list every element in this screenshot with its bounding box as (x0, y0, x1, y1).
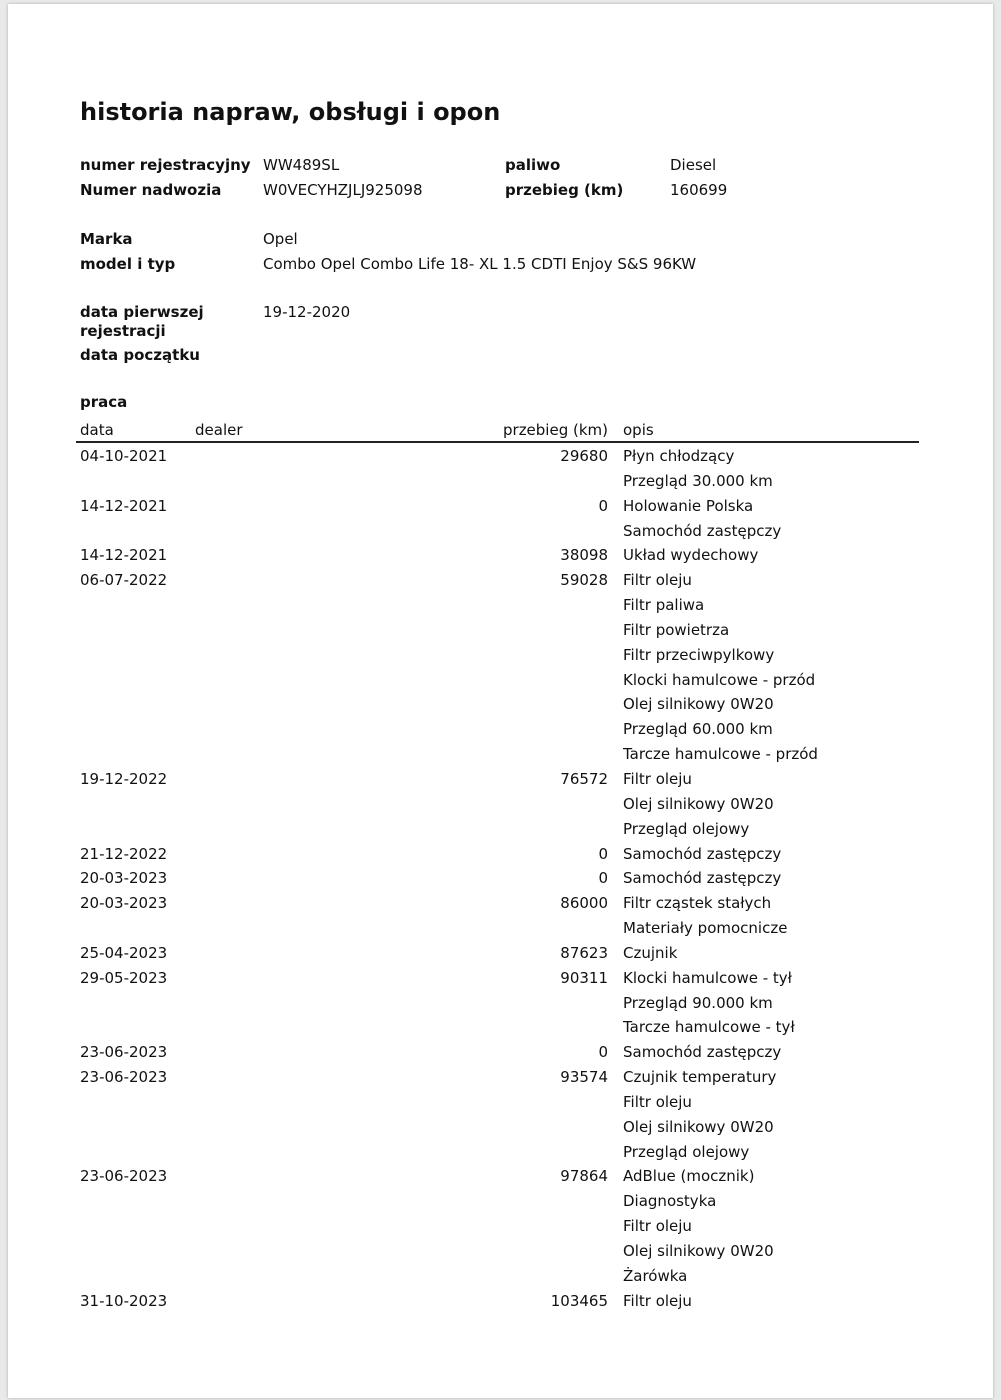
page-title: historia napraw, obsługi i opon (80, 98, 501, 126)
row-mileage: 38098 (560, 546, 608, 565)
first-registration-value: 19-12-2020 (263, 303, 351, 321)
description-line: Filtr oleju (623, 1291, 692, 1310)
row-mileage: 87623 (560, 943, 608, 962)
row-date: 04-10-2021 (80, 447, 168, 465)
description-line: Przegląd 60.000 km (623, 720, 773, 739)
table-row (8, 966, 993, 1041)
column-header-dealer: dealer (195, 421, 243, 439)
row-description (623, 941, 993, 966)
description-line: Klocki hamulcowe - tył (623, 968, 792, 987)
row-description (623, 543, 993, 568)
row-date: 19-12-2022 (80, 769, 168, 788)
table-row (8, 866, 993, 891)
description-line: Diagnostyka (623, 1192, 717, 1211)
registration-label: numer rejestracyjny (80, 156, 251, 174)
work-section-label: praca (80, 393, 128, 411)
description-line: Filtr paliwa (623, 596, 705, 615)
description-line: Żarówka (623, 1266, 688, 1285)
table-row (8, 494, 993, 544)
description-line: Olej silnikowy 0W20 (623, 695, 774, 714)
row-description (623, 1040, 993, 1065)
row-date: 20-03-2023 (80, 894, 168, 913)
description-line: Holowanie Polska (623, 496, 754, 515)
registration-value: WW489SL (263, 156, 340, 174)
row-mileage: 59028 (560, 571, 608, 590)
row-date: 29-05-2023 (80, 968, 168, 987)
row-date: 06-07-2022 (80, 571, 168, 590)
table-row (8, 543, 993, 568)
table-row (8, 1040, 993, 1065)
row-description (623, 1289, 993, 1314)
table-row (8, 842, 993, 867)
description-line: Samochód zastępczy (623, 844, 782, 863)
table-row (8, 891, 993, 941)
description-line: Klocki hamulcowe - przód (623, 670, 816, 689)
row-mileage: 97864 (560, 1167, 608, 1186)
description-line: AdBlue (mocznik) (623, 1167, 755, 1186)
row-description (623, 1065, 993, 1164)
table-row (8, 568, 993, 767)
vin-value: W0VECYHZJLJ925098 (263, 181, 423, 199)
model-value: Combo Opel Combo Life 18- XL 1.5 CDTI Enjoy S&S 96KW (263, 255, 697, 273)
row-mileage: 29680 (560, 447, 608, 465)
mileage-label: przebieg (km) (505, 181, 624, 199)
description-line: Filtr przeciwpylkowy (623, 645, 775, 664)
fuel-label: paliwo (505, 156, 561, 174)
table-row (8, 1164, 993, 1288)
row-date: 21-12-2022 (80, 844, 168, 863)
description-line: Przegląd olejowy (623, 1142, 750, 1161)
row-description (623, 1164, 993, 1288)
table-row (8, 444, 993, 494)
description-line: Materiały pomocnicze (623, 919, 788, 938)
header-divider (76, 441, 919, 443)
row-date: 23-06-2023 (80, 1043, 168, 1062)
row-mileage: 0 (598, 1043, 608, 1062)
model-label: model i typ (80, 255, 176, 273)
row-description (623, 966, 993, 1041)
row-date: 20-03-2023 (80, 869, 168, 888)
description-line: Przegląd olejowy (623, 819, 750, 838)
row-date: 14-12-2021 (80, 546, 168, 565)
first-registration-label: data pierwszej rejestracji (80, 303, 204, 340)
document-page (8, 4, 993, 1398)
fuel-value: Diesel (670, 156, 717, 174)
column-header-mileage: przebieg (km) (503, 421, 608, 439)
row-description (623, 866, 993, 891)
row-description (623, 842, 993, 867)
row-description (623, 494, 993, 544)
description-line: Samochód zastępczy (623, 1043, 782, 1062)
description-line: Filtr oleju (623, 1092, 692, 1111)
description-line: Filtr oleju (623, 571, 692, 590)
row-date: 14-12-2021 (80, 496, 168, 515)
description-line: Czujnik temperatury (623, 1068, 777, 1087)
work-table-body (8, 444, 993, 1314)
row-mileage: 93574 (560, 1068, 608, 1087)
row-date: 23-06-2023 (80, 1167, 168, 1186)
description-line: Filtr cząstek stałych (623, 894, 772, 913)
description-line: Samochód zastępczy (623, 869, 782, 888)
make-label: Marka (80, 230, 133, 248)
table-row (8, 1289, 993, 1314)
description-line: Olej silnikowy 0W20 (623, 794, 774, 813)
row-mileage: 90311 (560, 968, 608, 987)
row-mileage: 103465 (550, 1291, 608, 1310)
description-line: Tarcze hamulcowe - tył (623, 1018, 795, 1037)
description-line: Olej silnikowy 0W20 (623, 1117, 774, 1136)
vin-label: Numer nadwozia (80, 181, 222, 199)
mileage-value: 160699 (670, 181, 728, 199)
column-header-description: opis (623, 421, 654, 439)
row-description (623, 568, 993, 767)
row-mileage: 86000 (560, 894, 608, 913)
row-description (623, 891, 993, 941)
table-row (8, 941, 993, 966)
make-value: Opel (263, 230, 298, 248)
description-line: Filtr powietrza (623, 620, 730, 639)
description-line: Układ wydechowy (623, 546, 759, 565)
row-description (623, 444, 993, 494)
description-line: Samochód zastępczy (623, 521, 782, 540)
column-header-date: data (80, 421, 114, 439)
description-line: Czujnik (623, 943, 678, 962)
row-date: 23-06-2023 (80, 1068, 168, 1087)
row-mileage: 0 (598, 844, 608, 863)
description-line: Filtr oleju (623, 1217, 692, 1236)
description-line: Olej silnikowy 0W20 (623, 1242, 774, 1260)
row-date: 31-10-2023 (80, 1291, 168, 1310)
start-date-label: data początku (80, 346, 200, 364)
description-line: Przegląd 30.000 km (623, 471, 773, 490)
description-line: Filtr oleju (623, 769, 692, 788)
row-mileage: 0 (598, 496, 608, 515)
table-row (8, 1065, 993, 1164)
description-line: Tarcze hamulcowe - przód (623, 745, 818, 764)
row-mileage: 76572 (560, 769, 608, 788)
description-line: Przegląd 90.000 km (623, 993, 773, 1012)
row-mileage: 0 (598, 869, 608, 888)
description-line: Płyn chłodzący (623, 447, 735, 465)
table-row (8, 767, 993, 842)
row-description (623, 767, 993, 842)
row-date: 25-04-2023 (80, 943, 168, 962)
